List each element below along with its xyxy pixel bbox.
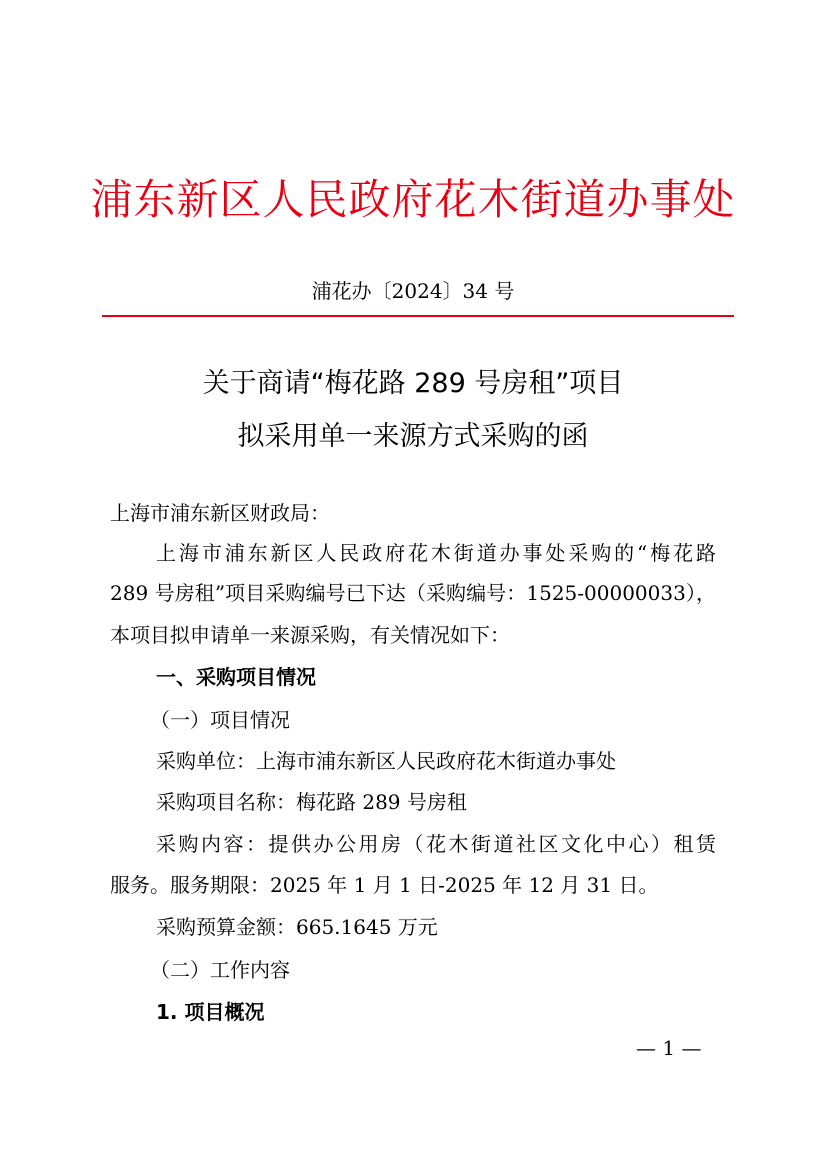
project-name-line: 采购项目名称：梅花路 289 号房租: [156, 790, 467, 814]
issuing-authority-header: 浦东新区人民政府花木街道办事处: [90, 175, 736, 224]
subsection-heading-work-content: （二）工作内容: [150, 958, 290, 982]
subsection-heading-project-info: （一）项目情况: [150, 708, 290, 732]
budget-line: 采购预算金额：665.1645 万元: [156, 915, 438, 939]
document-number: 浦花办〔2024〕34 号: [311, 279, 515, 303]
header-divider: [102, 315, 734, 317]
section-heading-procurement-overview: 一、采购项目情况: [156, 665, 316, 689]
content-line-2: 服务。服务期限：2025 年 1 月 1 日-2025 年 12 月 31 日。: [110, 873, 659, 897]
document-title-line-1: 关于商请“梅花路 289 号房租”项目: [202, 368, 624, 399]
document-title-line-2: 拟采用单一来源方式采购的函: [237, 421, 589, 452]
intro-line-1: 上海市浦东新区人民政府花木街道办事处采购的“梅花路: [156, 541, 716, 565]
purchaser-line: 采购单位：上海市浦东新区人民政府花木街道办事处: [156, 749, 616, 773]
intro-line-2: 289 号房租”项目采购编号已下达（采购编号：1525-00000033），: [110, 581, 716, 605]
salutation: 上海市浦东新区财政局：: [110, 501, 330, 525]
page-number: — 1 —: [636, 1036, 702, 1060]
intro-line-3: 本项目拟申请单一来源采购，有关情况如下：: [110, 623, 510, 647]
content-line-1: 采购内容：提供办公用房（花木街道社区文化中心）租赁: [156, 832, 716, 856]
item-heading-project-overview: 1. 项目概况: [156, 1000, 265, 1024]
